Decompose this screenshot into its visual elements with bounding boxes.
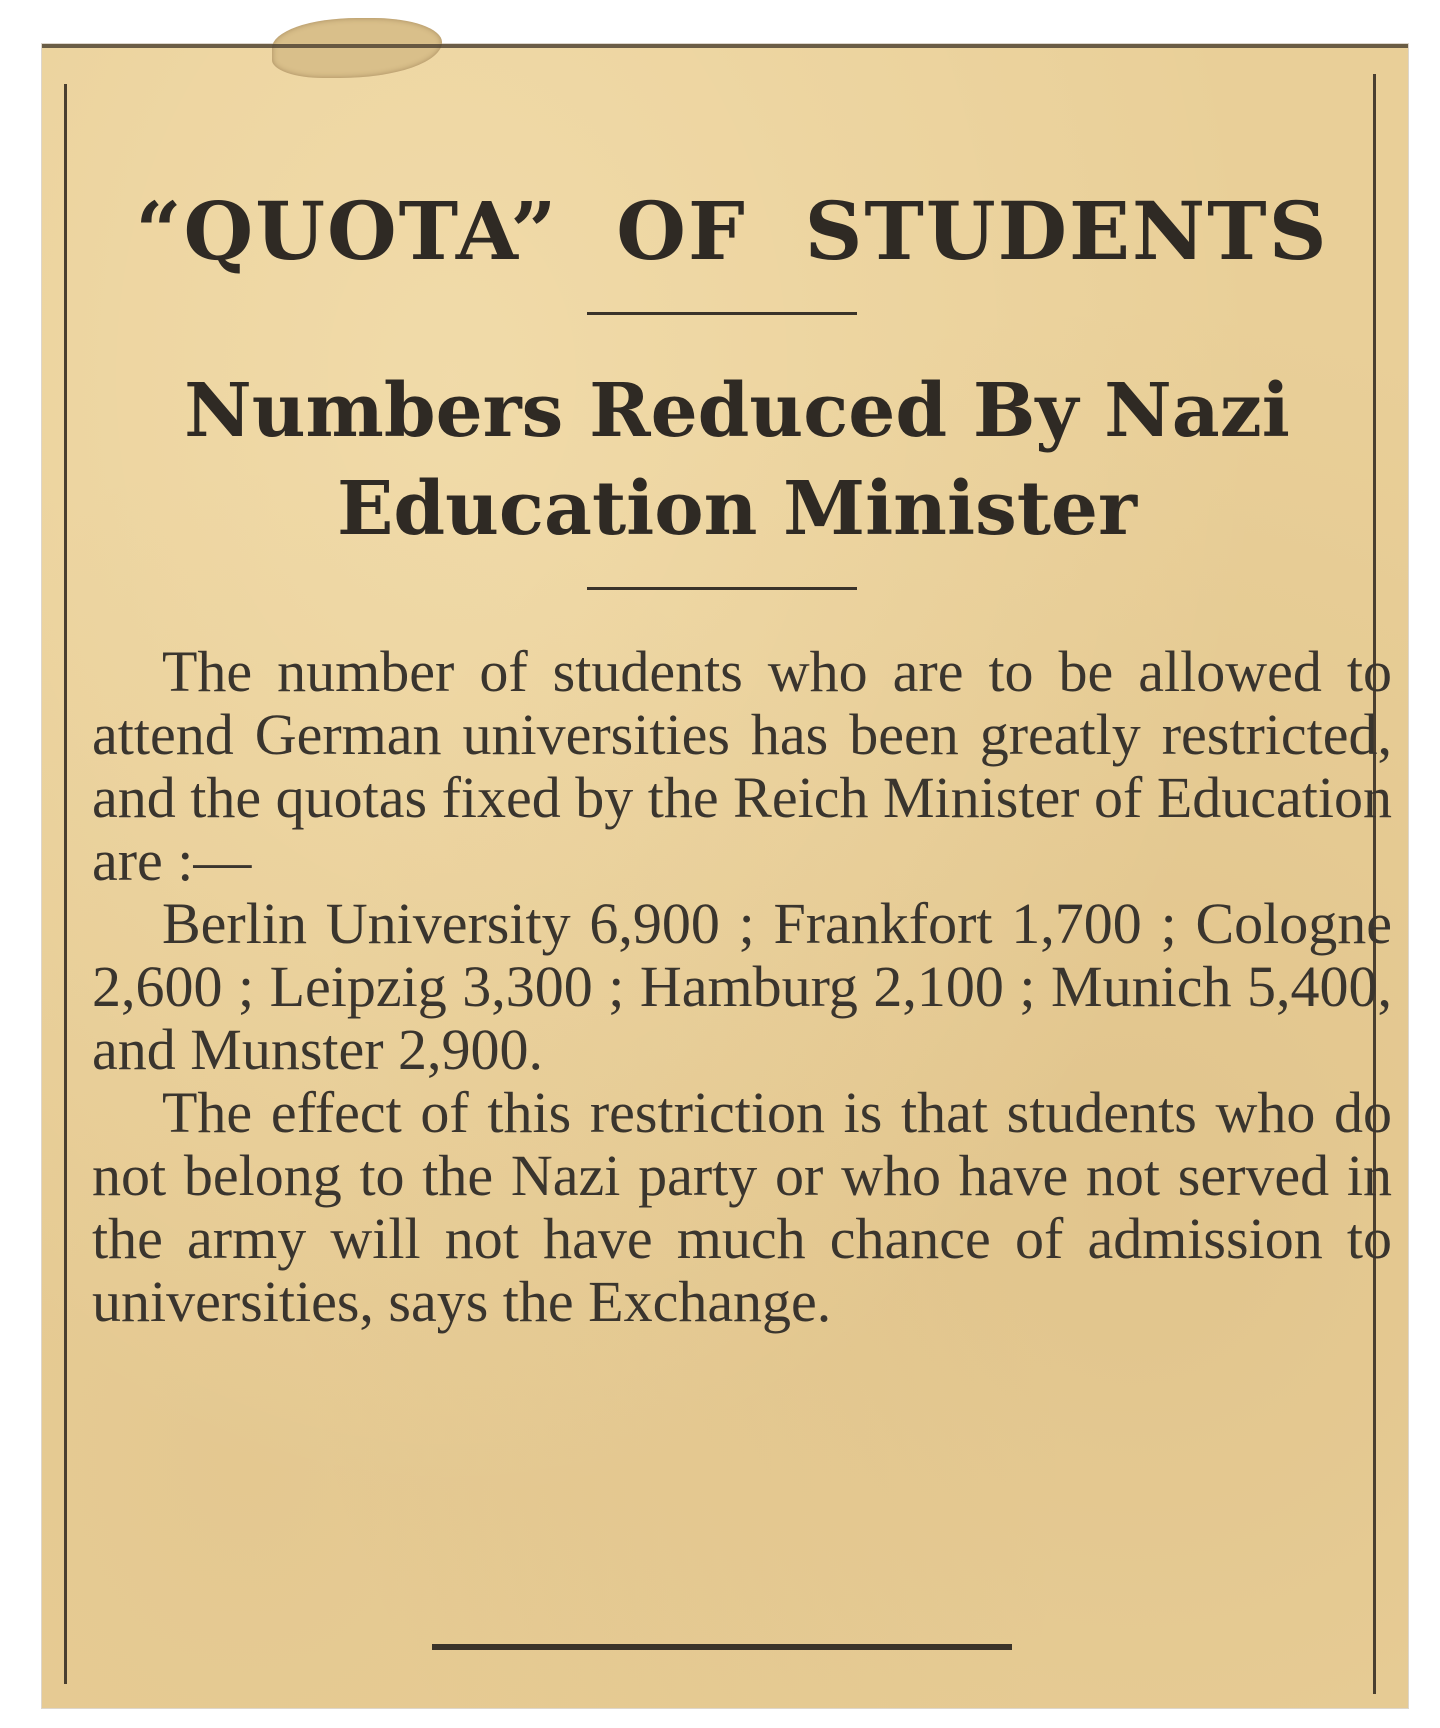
article-body [92, 640, 1392, 1333]
paragraph-effect: The effect of this restriction is that students who do not belong to the Nazi party or who have not served in the army will not have much chance of admission to universities, says the Exchange. [92, 1080, 1392, 1334]
end-rule [432, 1644, 1012, 1650]
headline-divider [587, 312, 857, 315]
torn-paper-edge [272, 18, 442, 78]
top-border-rule [42, 44, 1408, 48]
subheadline: Numbers Reduced By Nazi Education Minister [184, 368, 1290, 552]
newspaper-clipping [42, 44, 1408, 1708]
subheadline-divider [587, 587, 857, 590]
headline: “QUOTA” OF STUDENTS [135, 184, 1329, 278]
left-column-rule [64, 84, 67, 1684]
paragraph-intro: The number of students who are to be allowed to attend German universities has been greatly restricted, and the quotas fixed by the Reich Minister of Education are :— [92, 639, 1392, 893]
paragraph-quotas: Berlin University 6,900 ; Frankfort 1,700 ; Cologne 2,600 ; Leipzig 3,300 ; Hamburg 2,100 ; Munich 5,400, and Munster 2,900. [92, 891, 1392, 1082]
